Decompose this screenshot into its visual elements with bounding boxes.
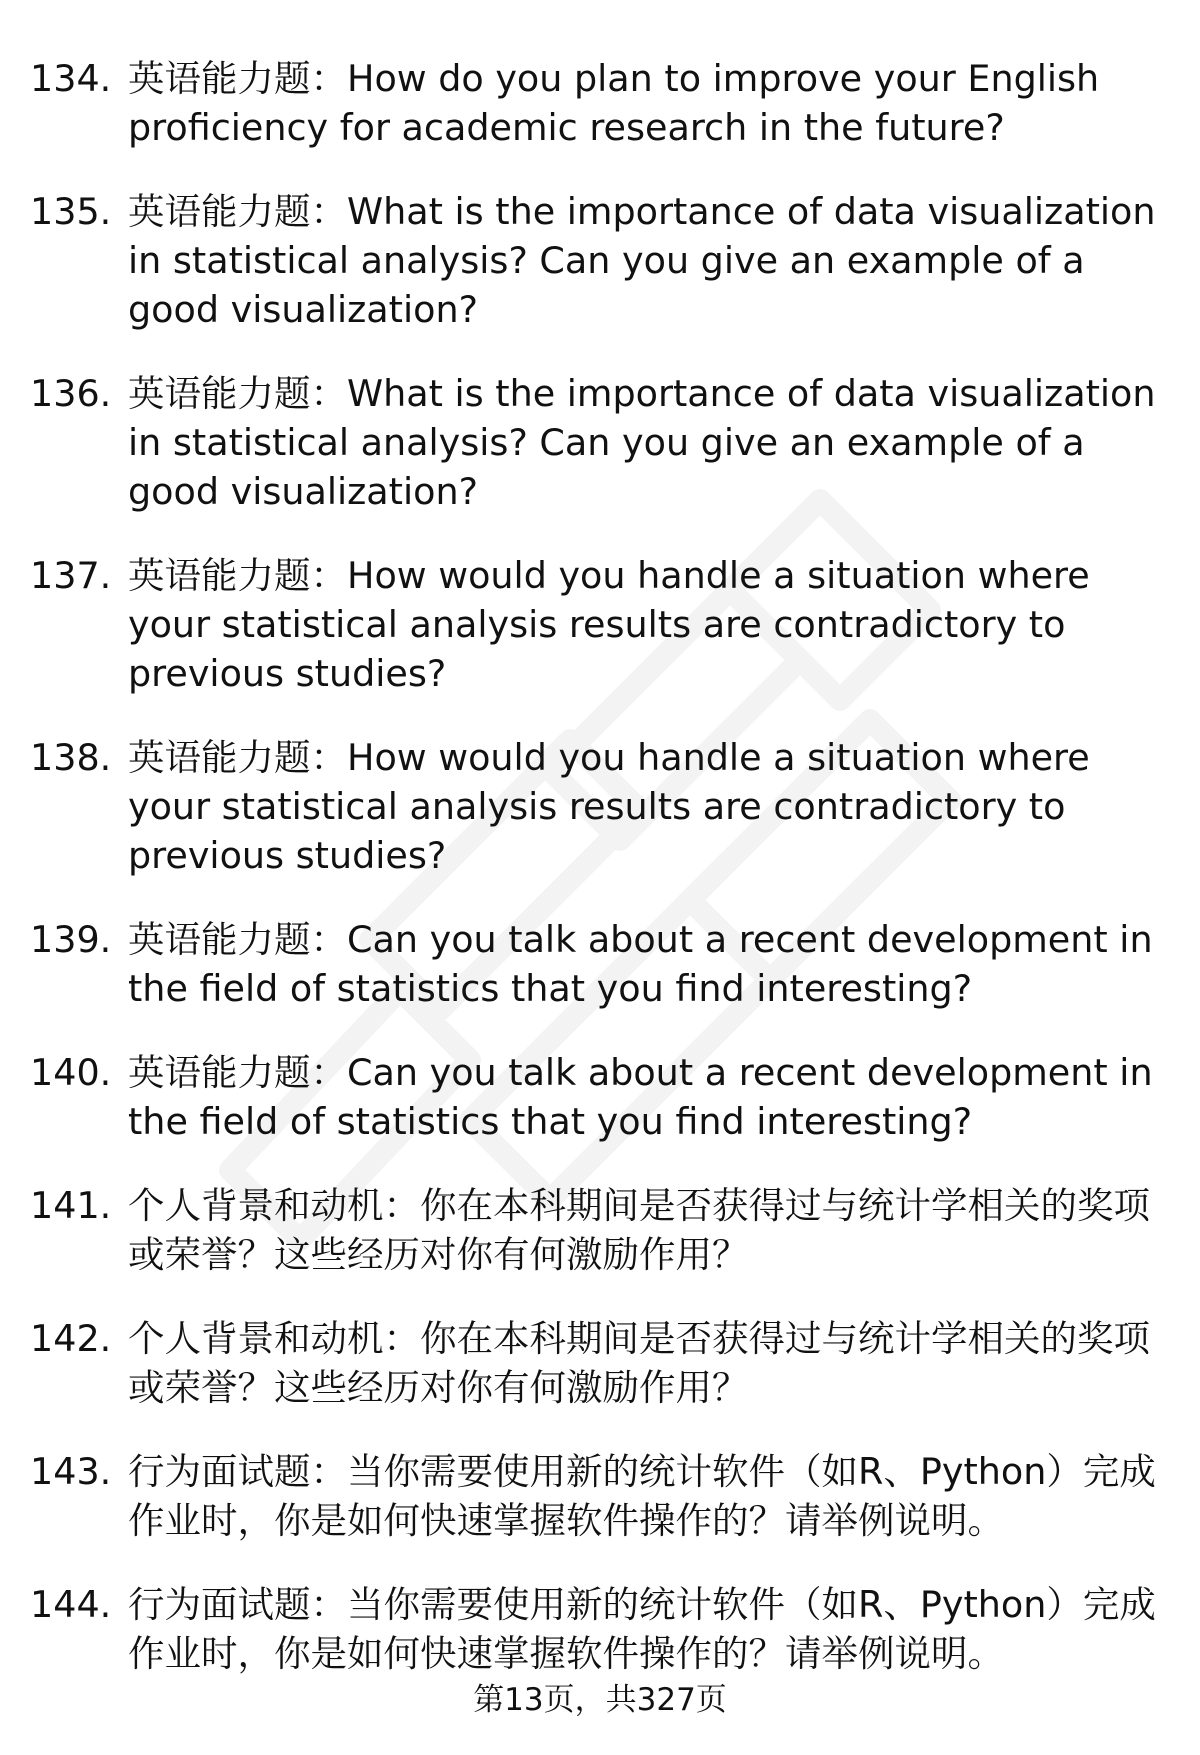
question-category: 行为面试题 [128,1450,311,1493]
question-number: 144. [30,1583,112,1626]
question-category: 英语能力题 [128,372,311,415]
question-separator: ： [310,1051,347,1094]
question-item [30,1048,1170,1146]
question-item [30,1447,1170,1545]
question-body [128,915,1170,1013]
question-category: 个人背景和动机 [128,1317,384,1360]
question-number: 137. [30,554,112,597]
question-separator: ： [310,736,347,779]
question-text: 你在本科期间是否获得过与统计学相关的奖项或荣誉？这些经历对你有何激励作用？ [128,1184,1150,1276]
question-number: 143. [30,1450,112,1493]
question-category: 英语能力题 [128,736,311,779]
question-text: How would you handle a situation where your statistical analysis results are contradictory to previous studies? [128,736,1090,877]
question-separator: ： [310,190,347,233]
question-body [128,369,1170,516]
question-number: 134. [30,57,112,100]
question-list [30,54,1170,1713]
question-text: How would you handle a situation where your statistical analysis results are contradictory to previous studies? [128,554,1090,695]
question-item [30,551,1170,698]
question-category: 英语能力题 [128,918,311,961]
question-body [128,1048,1170,1146]
question-item [30,187,1170,334]
question-text: 当你需要使用新的统计软件（如R、Python）完成作业时，你是如何快速掌握软件操作的？请举例说明。 [128,1450,1156,1542]
question-text: Can you talk about a recent development in the field of statistics that you find interesting? [128,1051,1153,1143]
question-body [128,187,1170,334]
page-number-label: 第13页，共327页 [473,1682,727,1718]
question-category: 个人背景和动机 [128,1184,384,1227]
question-body [128,733,1170,880]
question-item [30,54,1170,152]
question-number: 140. [30,1051,112,1094]
question-separator: ： [310,372,347,415]
question-category: 行为面试题 [128,1583,311,1626]
question-separator: ： [310,1583,347,1626]
question-body [128,551,1170,698]
question-number: 139. [30,918,112,961]
question-body [128,1580,1170,1678]
question-separator: ： [310,918,347,961]
question-body [128,54,1170,152]
question-number: 138. [30,736,112,779]
question-number: 135. [30,190,112,233]
question-text: How do you plan to improve your English proficiency for academic research in the future? [128,57,1100,149]
question-number: 136. [30,372,112,415]
question-separator: ： [310,554,347,597]
question-text: 你在本科期间是否获得过与统计学相关的奖项或荣誉？这些经历对你有何激励作用？ [128,1317,1150,1409]
question-separator: ： [310,1450,347,1493]
question-category: 英语能力题 [128,554,311,597]
question-text: What is the importance of data visualization in statistical analysis? Can you give an example of a good visualization? [128,372,1156,513]
question-text: What is the importance of data visualization in statistical analysis? Can you give an example of a good visualization? [128,190,1156,331]
question-body [128,1314,1170,1412]
question-separator: ： [383,1184,420,1227]
question-item [30,1314,1170,1412]
question-item [30,1580,1170,1678]
question-body [128,1447,1170,1545]
question-item [30,1181,1170,1279]
question-category: 英语能力题 [128,57,311,100]
page-footer [0,1680,1200,1720]
question-body [128,1181,1170,1279]
question-category: 英语能力题 [128,190,311,233]
question-item [30,915,1170,1013]
question-category: 英语能力题 [128,1051,311,1094]
question-separator: ： [310,57,347,100]
question-number: 141. [30,1184,112,1227]
question-text: Can you talk about a recent development in the field of statistics that you find interesting? [128,918,1153,1010]
question-separator: ： [383,1317,420,1360]
question-text: 当你需要使用新的统计软件（如R、Python）完成作业时，你是如何快速掌握软件操作的？请举例说明。 [128,1583,1156,1675]
question-item [30,733,1170,880]
question-item [30,369,1170,516]
question-number: 142. [30,1317,112,1360]
